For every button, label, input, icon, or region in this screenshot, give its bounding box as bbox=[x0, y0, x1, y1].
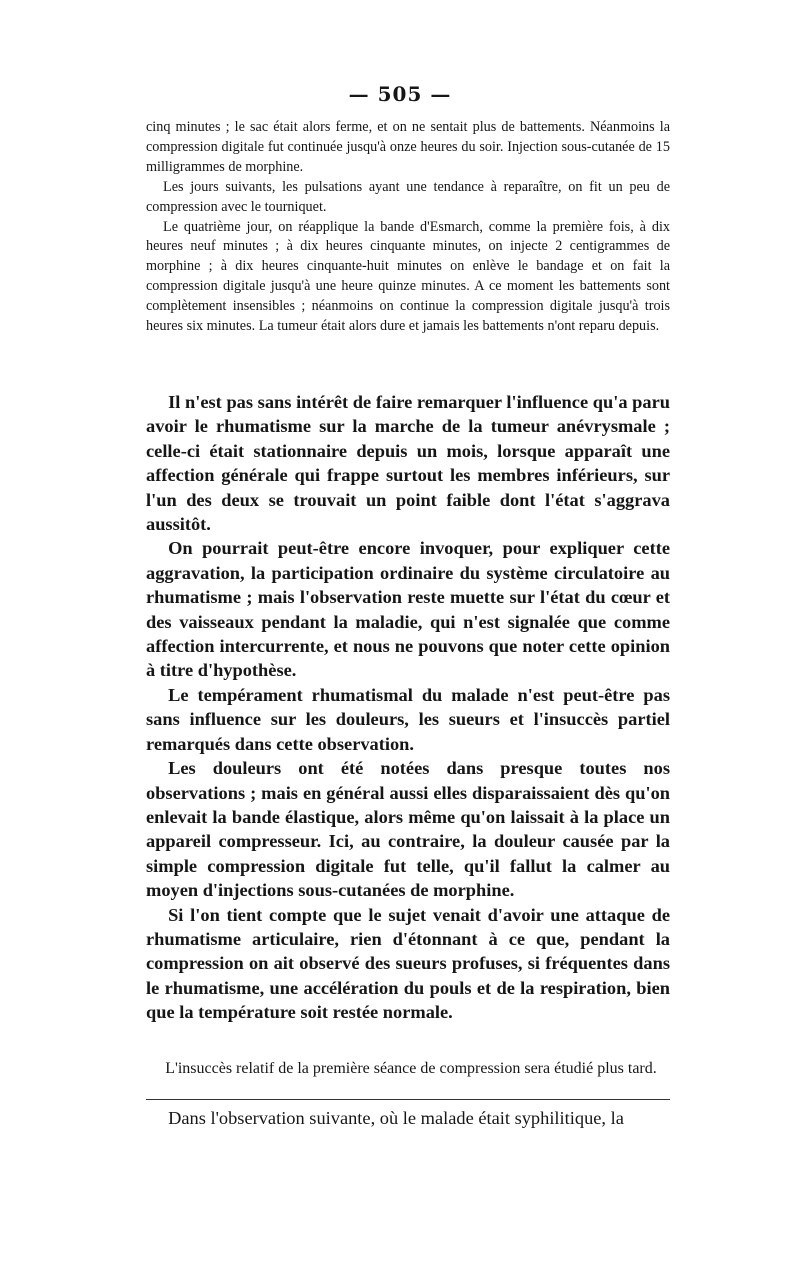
bottom-paragraph-start: Dans l'observation suivante, où le malade était syphilitique, la bbox=[168, 1108, 624, 1128]
paragraph: Les douleurs ont été notées dans presque toutes nos observations ; mais en général aussi elles disparaissaient dès qu'on enlevait la bande élastique, alors même qu'on laissait à la place un appareil compresseur. Ici, au contraire, la douleur causée par la simple compression digitale fut telle, qu'il fallut la calmer au moyen d'injections sous-cutanées de morphine. bbox=[146, 758, 670, 901]
separator-rule bbox=[146, 1099, 670, 1100]
page-number: — 505 — bbox=[348, 82, 452, 106]
closing-note: L'insuccès relatif de la première séance de compression sera étudié plus tard. bbox=[165, 1060, 657, 1077]
paragraph: Les jours suivants, les pulsations ayant une tendance à reparaître, on fit un peu de compression avec le tourniquet. bbox=[146, 178, 670, 215]
paragraph: On pourrait peut-être encore invoquer, pour expliquer cette aggravation, la participation ordinaire du système circulatoire au rhumatisme ; mais l'observation reste muette sur l'état du cœur et des vaisseaux pendant la maladie, qui n'est signalée que comme affection intercurrente, et nous ne pouvons que noter cette opinion à titre d'hypothèse. bbox=[146, 538, 670, 681]
paragraph: cinq minutes ; le sac était alors ferme, et on ne sentait plus de battements. Néanmoins la compression digitale fut continuée jusqu'à onze heures du soir. Injection sous-cutanée de 15 milligrammes de morphine. bbox=[146, 119, 670, 175]
paragraph: Le quatrième jour, on réapplique la bande d'Esmarch, comme la première fois, à dix heures neuf minutes ; à dix heures cinquante minutes, on injecte 2 centigrammes de morphine ; à dix heures cinquante-huit minutes on enlève le bandage et on fait la compression digitale jusqu'à une heure quinze minutes. A ce moment les battements sont complètement insensibles ; néanmoins on continue la compression digitale jusqu'à trois heures six minutes. La tumeur était alors dure et jamais les battements n'ont reparu depuis. bbox=[146, 218, 670, 335]
commentary-text bbox=[146, 390, 670, 1025]
case-report-text bbox=[146, 118, 670, 337]
paragraph: Le tempérament rhumatismal du malade n'est peut-être pas sans influence sur les douleurs, les sueurs et l'insuccès partiel remarqués dans cette observation. bbox=[146, 684, 670, 754]
paragraph: Si l'on tient compte que le sujet venait d'avoir une attaque de rhumatisme articulaire, rien d'étonnant à ce que, pendant la compression on ait observé des sueurs profuses, si fréquentes dans le rhumatisme, une accélération du pouls et de la respiration, bien que la température soit restée normale. bbox=[146, 904, 670, 1023]
paragraph: Il n'est pas sans intérêt de faire remarquer l'influence qu'a paru avoir le rhumatisme sur la marche de la tumeur anévrysmale ; celle-ci était stationnaire depuis un mois, lorsque apparaît une affection générale qui frappe surtout les membres inférieurs, sur l'un des deux se trouvait un point faible dont l'état s'aggrava aussitôt. bbox=[146, 392, 670, 535]
